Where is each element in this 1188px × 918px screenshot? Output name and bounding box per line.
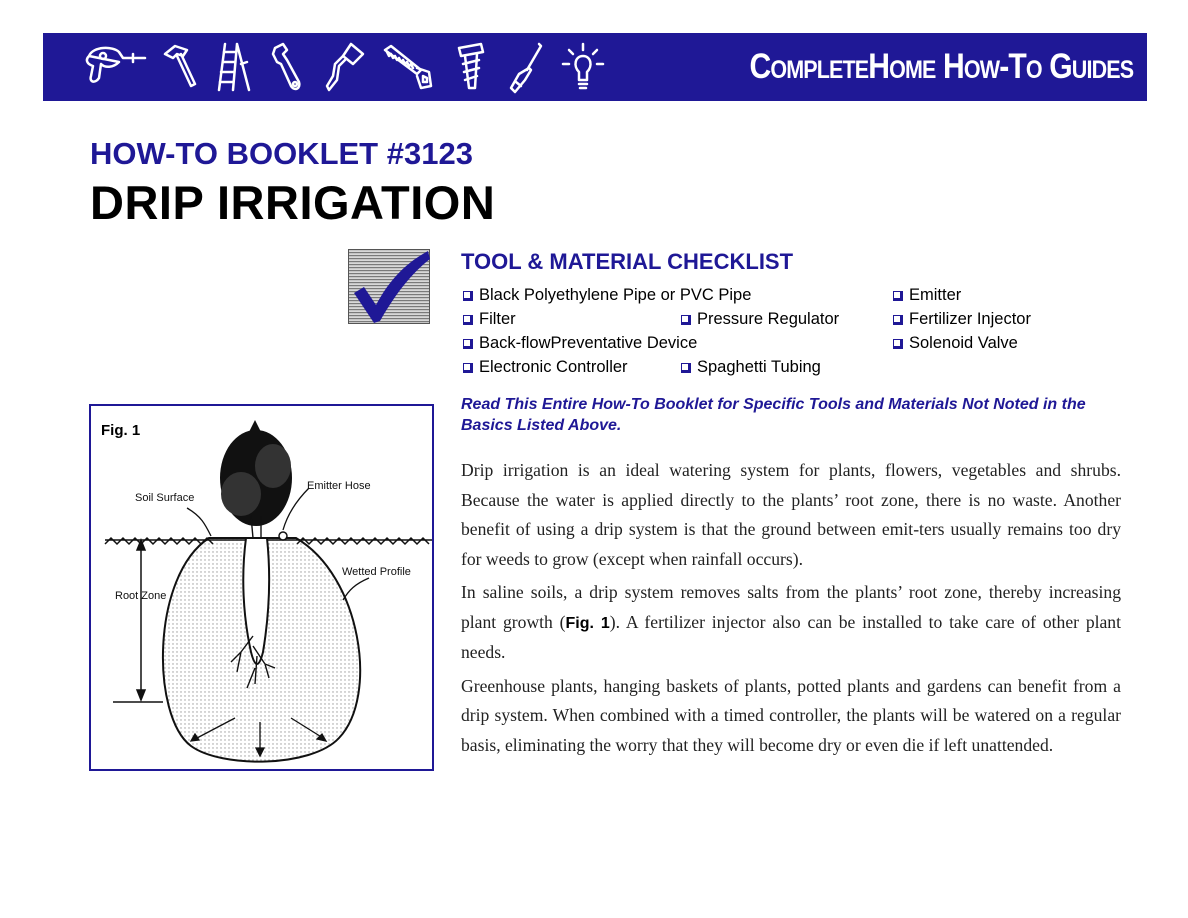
- callout-emitter-hose: Emitter Hose: [307, 480, 371, 492]
- checklist-title: TOOL & MATERIAL CHECKLIST: [461, 249, 794, 274]
- root-zone-dimension: [113, 540, 163, 702]
- body-text: [461, 456, 1121, 764]
- checklist-item-label: Emitter: [909, 286, 962, 304]
- callout-root-zone: Root Zone: [115, 590, 167, 602]
- ladder-icon: [215, 40, 255, 94]
- checklist-item: [681, 358, 821, 377]
- checkbox-icon: [463, 291, 473, 301]
- tool-icons-row: [83, 37, 607, 97]
- checklist-item-label: Pressure Regulator: [697, 310, 840, 328]
- paragraph-1: Drip irrigation is an ideal watering system for plants, flowers, vegetables and shrubs. Because the water is applied directly to the plants’ root zone, there is no waste. Another benefit of using a drip system is that the ground between emit-ters usually remains too dry for weeds to grow (except when rainfall occurs).: [461, 460, 1121, 569]
- checklist-item: [893, 286, 961, 305]
- checkmark-icon: [348, 249, 430, 324]
- light-bulb-icon: [559, 40, 607, 94]
- wrench-icon: [269, 40, 309, 94]
- checklist-item: [463, 358, 628, 377]
- plant-foliage: [220, 420, 292, 526]
- paragraph-2-start: In saline soils, a drip system removes salts from the plants’ root zone, thereby increasing plant growth (: [461, 582, 1121, 632]
- screw-icon: [451, 40, 491, 94]
- checkbox-icon: [893, 291, 903, 301]
- figure-label: Fig. 1: [101, 422, 141, 439]
- callout-wetted-profile: Wetted Profile: [342, 566, 411, 578]
- checklist-item-label: Fertilizer Injector: [909, 310, 1031, 328]
- checkbox-icon: [893, 315, 903, 325]
- paragraph-2: [461, 578, 1121, 668]
- paragraph-3: Greenhouse plants, hanging baskets of plants, potted plants and gardens can benefit from a drip system. When combined with a timed controller, the plants will be watered on a regular basis, eliminating the worry that they will become dry or even die if left unattended.: [461, 675, 1121, 755]
- checklist-item: [681, 310, 839, 329]
- hammer-icon: [161, 42, 201, 92]
- brand-title: CompleteHome How-To Guides: [749, 47, 1133, 86]
- emitter-icon: [279, 532, 287, 540]
- checklist-item-label: Back-flowPreventative Device: [479, 334, 698, 352]
- paint-brush-icon: [323, 40, 367, 94]
- checklist-item: [463, 310, 516, 329]
- figure-reference: Fig. 1: [565, 614, 610, 632]
- checklist-item: [893, 310, 1031, 329]
- page-title: DRIP IRRIGATION: [90, 176, 496, 229]
- checkbox-icon: [463, 315, 473, 325]
- figure-1: [89, 404, 434, 771]
- checklist-item-label: Filter: [479, 310, 516, 328]
- checklist-item-label: Black Polyethylene Pipe or PVC Pipe: [479, 286, 752, 304]
- checkbox-icon: [893, 339, 903, 349]
- checklist-item: [463, 286, 751, 305]
- paragraph-2-end: ). A fertilizer injector also can be installed to take care of other plant needs.: [461, 611, 1121, 662]
- saw-icon: [381, 40, 437, 94]
- checklist-note: Read This Entire How-To Booklet for Specific Tools and Materials Not Noted in the Basics Listed Above.: [461, 396, 1086, 434]
- callout-soil-surface: Soil Surface: [135, 492, 195, 504]
- checkbox-icon: [463, 363, 473, 373]
- checkbox-icon: [681, 363, 691, 373]
- booklet-number: HOW-TO BOOKLET #3123: [90, 136, 473, 171]
- checklist-item: [893, 334, 1018, 353]
- drill-icon: [83, 42, 147, 92]
- checklist-item: [463, 334, 697, 353]
- screwdriver-icon: [505, 40, 545, 94]
- checkbox-icon: [463, 339, 473, 349]
- checklist-item-label: Solenoid Valve: [909, 334, 1018, 352]
- drip-irrigation-diagram: [91, 406, 432, 769]
- checklist-item-label: Spaghetti Tubing: [697, 358, 821, 376]
- checklist-item-label: Electronic Controller: [479, 358, 628, 376]
- checkbox-icon: [681, 315, 691, 325]
- header-banner: [43, 33, 1147, 101]
